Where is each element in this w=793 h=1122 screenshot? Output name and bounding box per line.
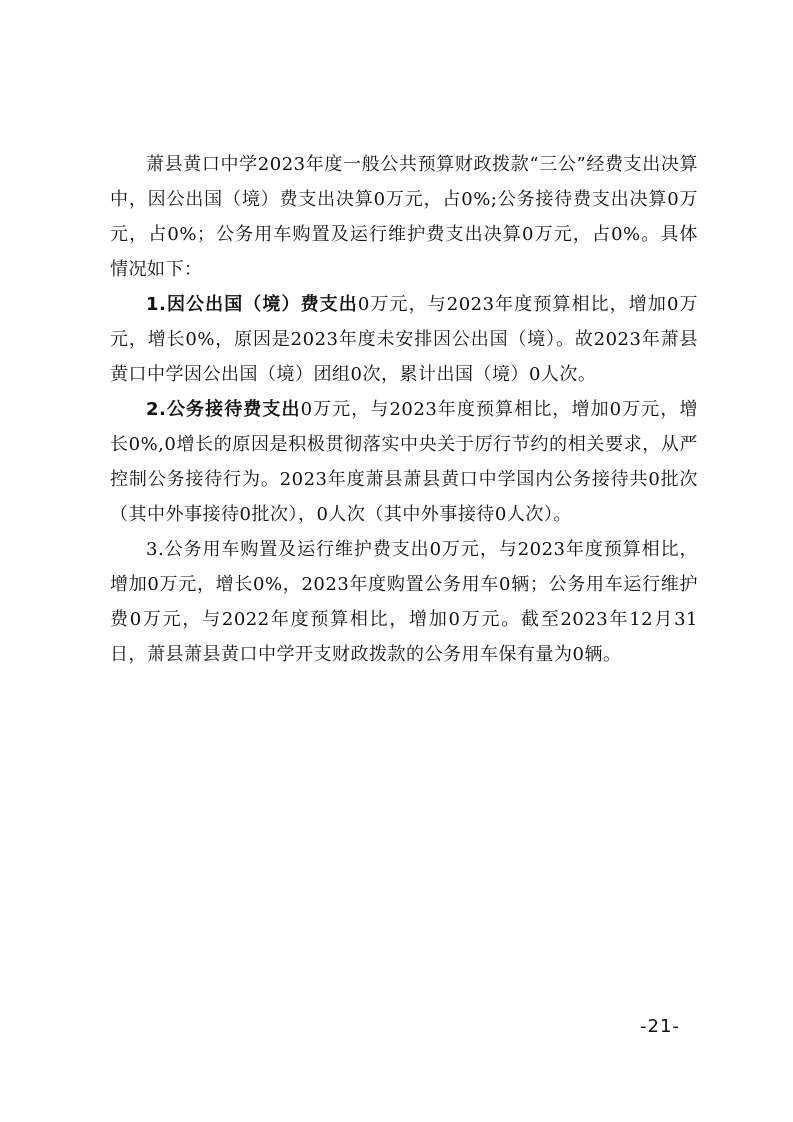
- paragraph-text: 萧县黄口中学2023年度一般公共预算财政拨款“三公”经费支出决算中，因公出国（境）费支出决算0万元，占0%;公务接待费支出决算0万元，占0%；公务用车购置及运行维护费支出决算0万元，占0%。具体情况如下：: [110, 154, 698, 280]
- paragraph-reception: [110, 392, 698, 532]
- paragraph-lead: 2.公务接待费支出: [146, 399, 301, 420]
- paragraph-text: 0万元，与2023年度预算相比，增加0万元，增长0%，原因是2023年度未安排因公出国（境）。故2023年萧县黄口中学因公出国（境）团组0次，累计出国（境）0人次。: [110, 294, 698, 385]
- paragraph-text: 0万元，与2023年度预算相比，增加0万元，增长0%,0增长的原因是积极贯彻落实中央关于厉行节约的相关要求，从严控制公务接待行为。2023年度萧县萧县黄口中学国内公务接待共0批次（其中外事接待0批次），0人次（其中外事接待0人次）。: [110, 399, 698, 525]
- paragraph-lead: 1.因公出国（境）费支出: [146, 294, 358, 315]
- document-body: [110, 147, 698, 672]
- paragraph-summary: [110, 147, 698, 287]
- paragraph-overseas-travel: [110, 287, 698, 392]
- paragraph-vehicles: [110, 532, 698, 672]
- paragraph-text: 3.公务用车购置及运行维护费支出0万元，与2023年度预算相比，增加0万元，增长0%，2023年度购置公务用车0辆；公务用车运行维护费0万元，与2022年度预算相比，增加0万元。截至2023年12月31日，萧县萧县黄口中学开支财政拨款的公务用车保有量为0辆。: [110, 539, 698, 665]
- page-number: -21-: [640, 1016, 680, 1037]
